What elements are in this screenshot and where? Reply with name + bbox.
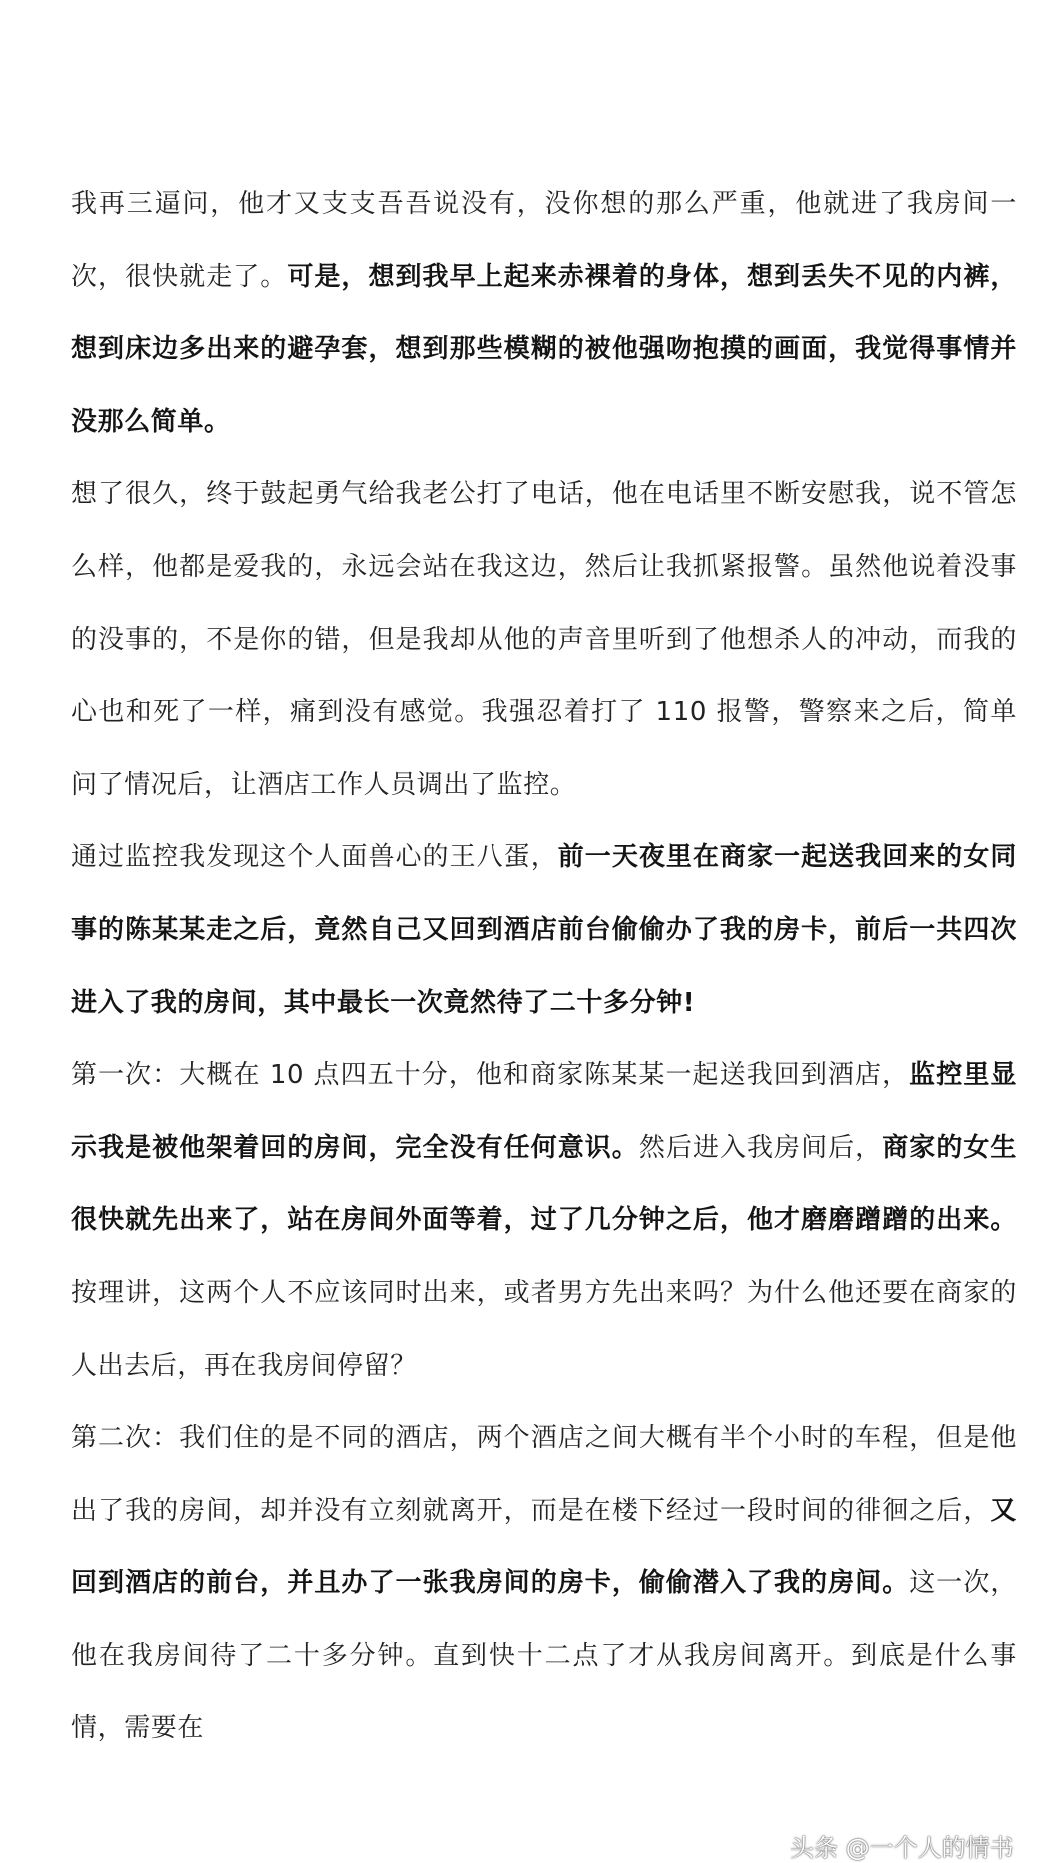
paragraph-4-text-b: 然后进入我房间后， [638,1132,883,1163]
paragraph-1 [71,168,1017,458]
paragraph-2 [71,458,1017,821]
paragraph-4-bold-text-a: 监控里显示我是被他架着回的房间，完全没有任何意识。 [71,1060,1017,1163]
paragraph-4-bold-text-b: 商家的女生很快就先出来了，站在房间外面等着，过了几分钟之后，他才磨磨蹭蹭的出来。 [71,1132,1017,1236]
paragraph-3-bold-text: 前一天夜里在商家一起送我回来的女同事的陈某某走之后，竟然自己又回到酒店前台偷偷办了我的房卡，前后一共四次进入了我的房间，其中最长一次竟然待了二十多分钟! [71,842,1017,1018]
paragraph-4-text-c: 按理讲，这两个人不应该同时出来，或者男方先出来吗？为什么他还要在商家的人出去后，再在我房间停留？ [71,1277,1017,1381]
paragraph-1-bold-text: 可是，想到我早上起来赤裸着的身体，想到丢失不见的内裤，想到床边多出来的避孕套，想到那些模糊的被他强吻抱摸的画面，我觉得事情并没那么简单。 [71,261,1017,437]
paragraph-5 [71,1402,1017,1765]
paragraph-5-text-b: 这一次，他在我房间待了二十多分钟。直到快十二点了才从我房间离开。到底是什么事情，需要在 [71,1568,1017,1744]
paragraph-5-bold-text: 又回到酒店的前台，并且办了一张我房间的房卡，偷偷潜入了我的房间。 [71,1495,1017,1599]
paragraph-5-text-a: 第二次：我们住的是不同的酒店，两个酒店之间大概有半个小时的车程，但是他出了我的房间，却并没有立刻就离开，而是在楼下经过一段时间的徘徊之后， [71,1423,1017,1526]
paragraph-4 [71,1039,1017,1402]
paragraph-3-text: 通过监控我发现这个人面兽心的王八蛋， [71,842,558,873]
paragraph-3 [71,821,1017,1039]
watermark: 头条 @一个人的情书 [790,1834,1014,1862]
paragraph-2-text: 想了很久，终于鼓起勇气给我老公打了电话，他在电话里不断安慰我，说不管怎么样，他都是爱我的，永远会站在我这边，然后让我抓紧报警。虽然他说着没事的没事的，不是你的错，但是我却从他的声音里听到了他想杀人的冲动，而我的心也和死了一样，痛到没有感觉。我强忍着打了 110 报警，警察来之后，简单问了情况后，让酒店工作人员调出了监控。 [71,479,1017,800]
paragraph-4-text-a: 第一次：大概在 10 点四五十分，他和商家陈某某一起送我回到酒店， [71,1060,910,1091]
document-body [71,168,1017,1765]
paragraph-1-text: 我再三逼问，他才又支支吾吾说没有，没你想的那么严重，他就进了我房间一次，很快就走了。 [71,189,1017,292]
